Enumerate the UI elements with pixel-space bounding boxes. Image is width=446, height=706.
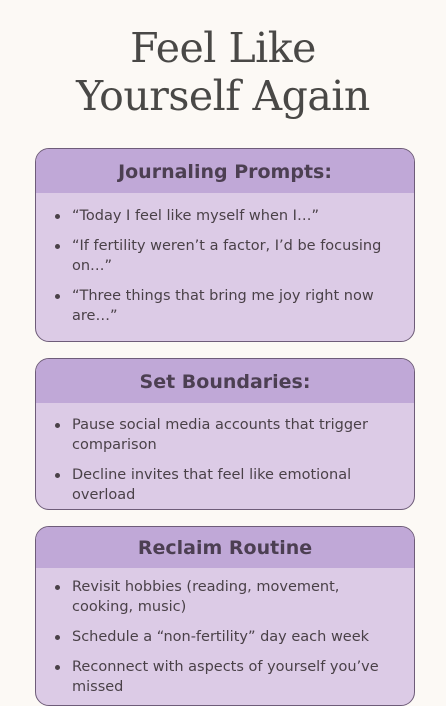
list-item: “Today I feel like myself when I…” <box>72 206 414 226</box>
list-item: Decline invites that feel like emotional overload <box>72 465 414 505</box>
card-heading: Journaling Prompts: <box>36 149 414 193</box>
page-title-line-2: Yourself Again <box>76 72 370 120</box>
list-item: “If fertility weren’t a factor, I’d be focusing on…” <box>72 236 414 276</box>
list-item: Reconnect with aspects of yourself you’ve missed <box>72 657 414 697</box>
page-title <box>0 24 446 120</box>
list-item: “Three things that bring me joy right now are…” <box>72 286 414 326</box>
list-item: Revisit hobbies (reading, movement, cooking, music) <box>72 577 414 617</box>
card-heading: Reclaim Routine <box>36 527 414 568</box>
page-title-line-1: Feel Like <box>130 24 316 72</box>
set-boundaries-card <box>35 358 415 510</box>
boundaries-list <box>36 403 414 505</box>
reclaim-routine-card <box>35 526 415 706</box>
list-item: Pause social media accounts that trigger comparison <box>72 415 414 455</box>
card-heading: Set Boundaries: <box>36 359 414 403</box>
journaling-prompts-card <box>35 148 415 342</box>
routine-list <box>36 568 414 697</box>
prompt-list <box>36 193 414 326</box>
list-item: Schedule a “non-fertility” day each week <box>72 627 414 647</box>
